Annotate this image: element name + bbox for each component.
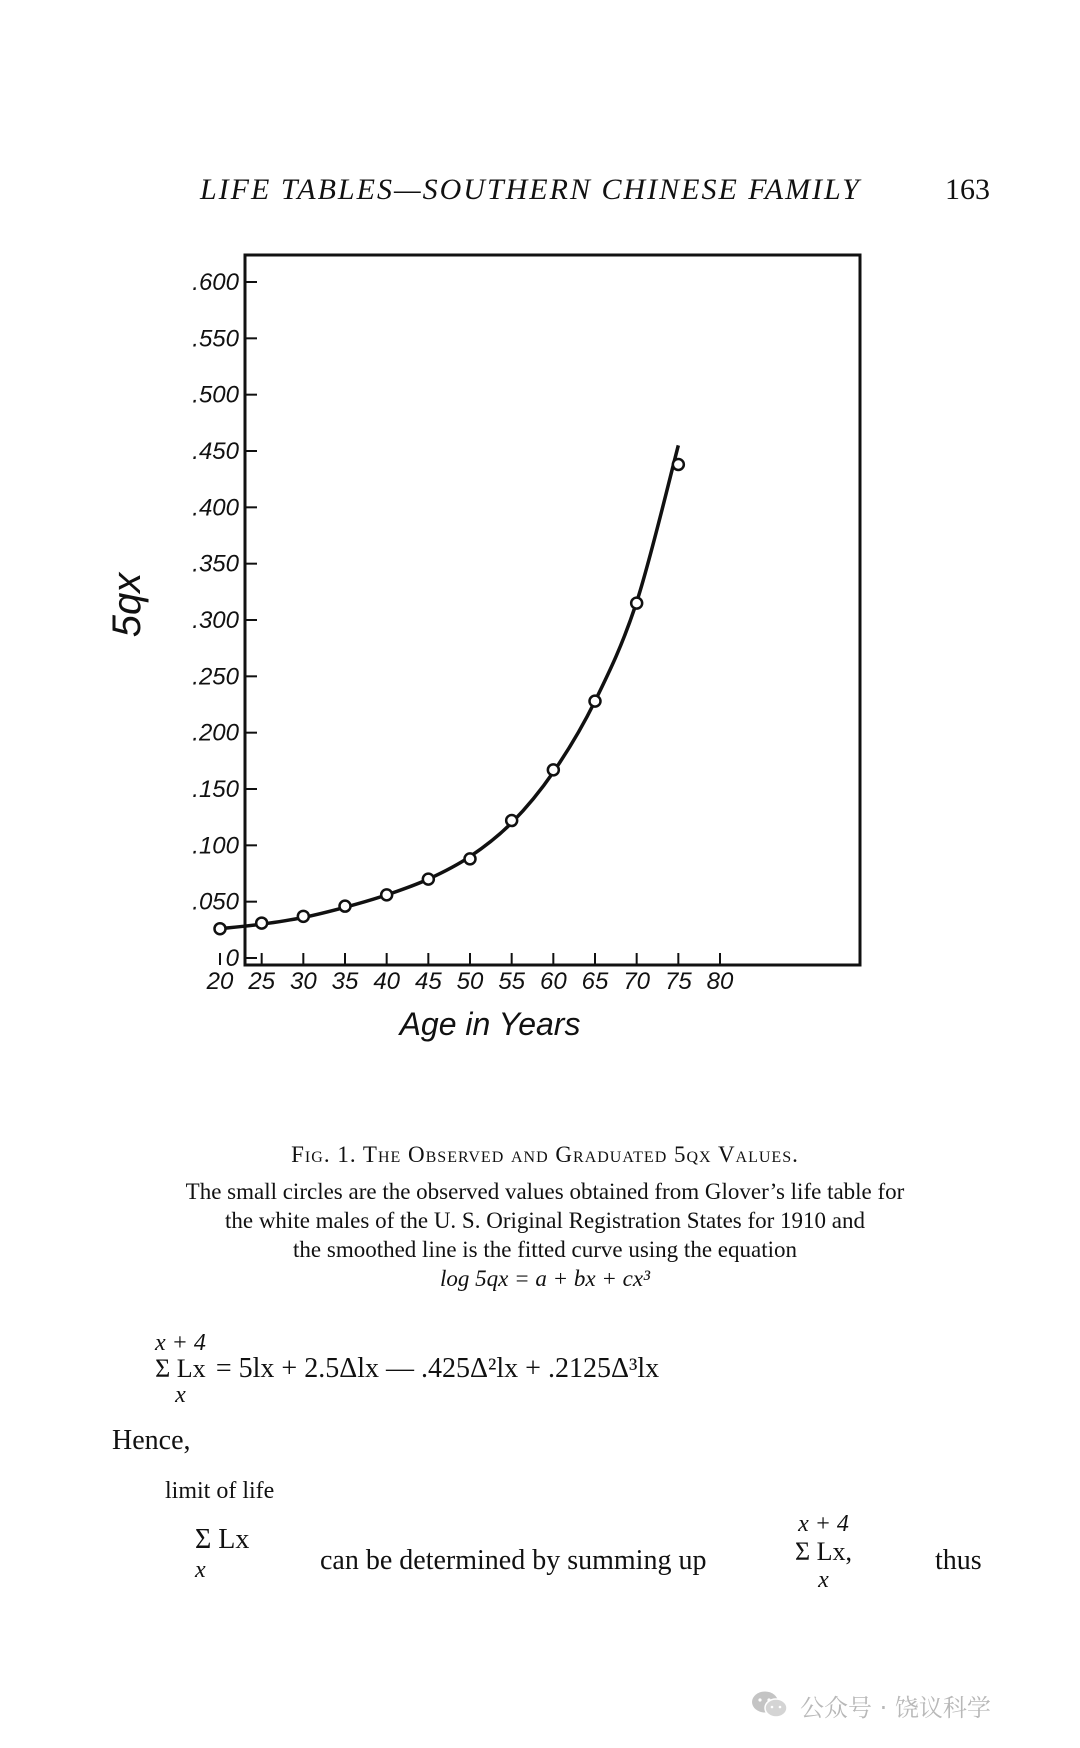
x-tick-label: 55 [498,968,526,995]
wechat-icon [750,1689,790,1721]
caption-line-2: the white males of the U. S. Original Registration States for 1910 and [224,1208,866,1233]
observed-point [298,911,309,922]
sum-left [195,1525,249,1585]
y-axis-label: 5qx [105,572,149,638]
upper-limit: x + 4 [155,1330,206,1356]
formula-rhs: = 5lx + 2.5Δlx — .425Δ²lx + .2125Δ³lx [215,1353,660,1384]
x-axis-label: Age in Years [399,1006,581,1042]
sum-right-lower: x [818,1567,829,1593]
summation-formula [155,1330,855,1408]
observed-point [340,901,351,912]
watermark [750,1685,991,1725]
hence-text: Hence, [112,1425,191,1456]
x-tick-label: 30 [289,968,317,995]
sigma-term: Σ Lx [155,1354,206,1383]
y-tick-label: .300 [192,607,239,634]
sum-stack [155,1330,206,1408]
x-axis-ticks [206,953,734,995]
observed-points [215,459,684,934]
y-tick-label: .550 [192,325,239,353]
y-axis-ticks [192,269,257,972]
caption-line-3: the smoothed line is the fitted curve using the equation [293,1237,797,1262]
figure-caption [120,1140,970,1293]
watermark-text: 公众号 · 饶议科学 [800,1693,991,1722]
graduated-curve [220,445,678,928]
sum-right [795,1510,852,1594]
thus-text: thus [935,1545,982,1576]
observed-point [256,918,267,929]
y-tick-label: .350 [192,550,239,578]
y-tick-label: .050 [192,888,239,916]
x-tick-label: 25 [248,968,276,995]
y-tick-label: .250 [192,663,239,691]
observed-point [631,598,642,609]
x-tick-label: 65 [581,968,609,995]
y-tick-label: .500 [192,381,239,409]
running-head [0,165,1080,225]
figure-chart [100,245,920,1135]
x-tick-label: 35 [331,968,359,995]
x-tick-label: 75 [664,968,692,995]
observed-point [506,815,517,826]
sum-right-upper: x + 4 [798,1511,849,1537]
observed-point [423,874,434,885]
lower-limit: x [175,1382,186,1408]
y-tick-label: .450 [192,438,239,465]
observed-point [465,853,476,864]
observed-point [673,459,684,470]
plot-frame [245,255,860,965]
caption-title: Fig. 1. The Observed and Graduated 5qx Values. [291,1142,799,1167]
running-title: LIFE TABLES—SOUTHERN CHINESE FAMILY [200,173,861,206]
body-middle-text: can be determined by summing up [320,1545,707,1576]
sum-left-sigma: Σ Lx [195,1524,250,1555]
x-tick-label: 70 [623,968,651,995]
y-tick-label: .100 [192,832,239,860]
caption-equation: log 5qx = a + bx + cx³ [440,1266,650,1291]
x-tick-label: 45 [414,968,442,995]
sum-right-sigma: Σ Lx, [795,1537,853,1566]
page-number: 163 [945,173,990,206]
limit-of-life-label: limit of life [165,1478,275,1504]
x-tick-label: 60 [539,968,567,995]
observed-point [548,764,559,775]
caption-line-1: The small circles are the observed values obtained from Glover’s life table for [185,1179,905,1204]
sum-left-lower: x [195,1557,206,1583]
y-tick-label: .400 [192,494,239,522]
observed-point [215,923,226,934]
observed-point [590,696,601,707]
x-tick-label: 40 [373,968,401,995]
x-tick-label: 50 [456,968,484,995]
x-tick-label: 80 [706,968,734,995]
y-tick-label: .200 [192,719,239,747]
y-tick-label: .600 [192,269,239,296]
y-tick-label: 0 [225,945,239,972]
x-tick-label: 20 [206,968,234,995]
y-tick-label: .150 [192,776,239,803]
observed-point [381,889,392,900]
